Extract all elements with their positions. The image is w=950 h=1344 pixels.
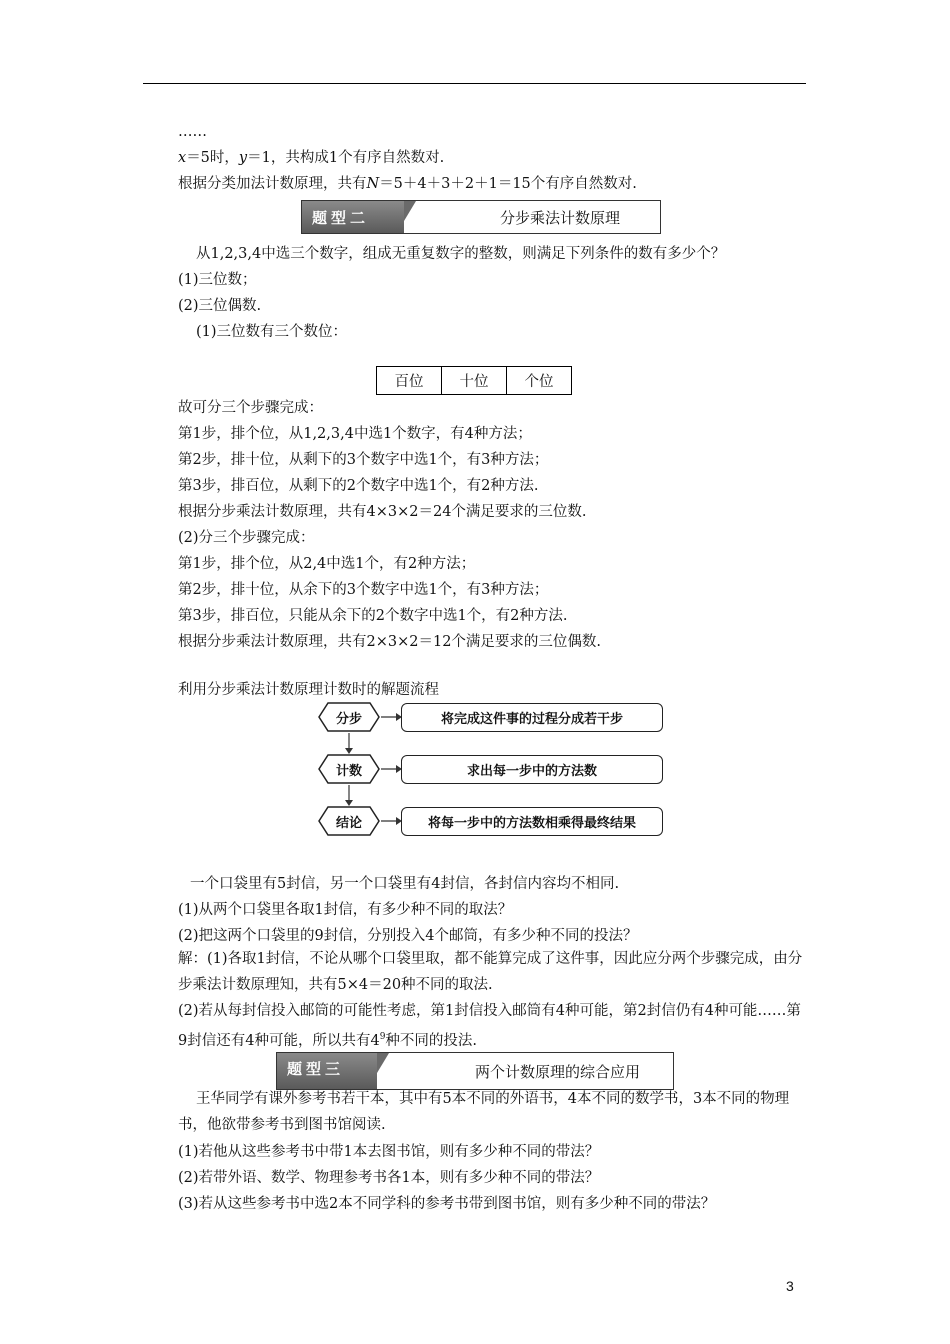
answer-paragraph: (2)若从每封信投入邮筒的可能性考虑，第1封信投入邮筒有4种可能，第2封信仍有4种可能……第9封信还有4种可能，所以共有$4^9$种不同的投法. (178, 1003, 801, 1049)
solution-line: 根据分步乘法计数原理，共有4×3×2＝24个满足要求的三位数. (178, 504, 587, 520)
solution-line: 故可分三个步骤完成： (178, 400, 323, 416)
problem-stem: 王华同学有课外参考书若干本，其中有5本不同的外语书，4本不同的数学书，3本不同的物理书，他欲带参考书到图书馆阅读. (178, 1091, 790, 1133)
question-line: (2)若带外语、数学、物理参考书各1本，则有多少种不同的带法？ (178, 1170, 600, 1186)
table-cell: 个位 (507, 367, 572, 395)
flow-node-2: 计数 (318, 754, 380, 784)
solution-line: 第1步，排个位，从2,4中选1个，有2种方法； (178, 556, 476, 572)
section-heading-3 (276, 1052, 674, 1090)
flow-step-1: 将完成这件事的过程分成若干步 (401, 703, 663, 732)
flow-node-3: 结论 (318, 806, 380, 836)
flow-title: 利用分步乘法计数原理计数时的解题流程 (178, 682, 439, 698)
solution-line: (2)分三个步骤完成： (178, 530, 315, 546)
question-line: (3)若从这些参考书中选2本不同学科的参考书带到图书馆，则有多少种不同的带法？ (178, 1196, 716, 1212)
solution-line: 第2步，排十位，从剩下的3个数字中选1个，有3种方法； (178, 452, 549, 468)
table-cell: 百位 (377, 367, 442, 395)
question-line: (1)若他从这些参考书中带1本去图书馆，则有多少种不同的带法？ (178, 1144, 600, 1160)
question-line: (2)三位偶数. (178, 298, 262, 314)
text-line: 根据分类加法计数原理，共有N＝5＋4＋3＋2＋1＝15个有序自然数对. (178, 176, 637, 192)
question-line: (1)从两个口袋里各取1封信，有多少种不同的取法？ (178, 902, 513, 918)
ellipsis: …… (178, 124, 207, 140)
solution-line: 根据分步乘法计数原理，共有2×3×2＝12个满足要求的三位偶数. (178, 634, 602, 650)
flow-node-1: 分步 (318, 702, 380, 732)
question-line: (2)把这两个口袋里的9封信，分别投入4个邮筒，有多少种不同的投法？ (178, 928, 638, 944)
problem-stem: 一个口袋里有5封信，另一个口袋里有4封信，各封信内容均不相同. (190, 876, 620, 892)
question-line: (1)三位数； (178, 272, 257, 288)
section-tag: 题型三 (277, 1053, 377, 1089)
flow-step-3: 将每一步中的方法数相乘得最终结果 (401, 807, 663, 836)
solution-line: 第1步，排个位，从1,2,3,4中选1个数字，有4种方法； (178, 426, 532, 442)
text-line: x＝5时，y＝1，共构成1个有序自然数对. (178, 150, 445, 166)
flow-step-2: 求出每一步中的方法数 (401, 755, 663, 784)
solution-line: 第3步，排百位，只能从余下的2个数字中选1个，有2种方法. (178, 608, 568, 624)
header-rule (143, 83, 806, 84)
page-number: 3 (786, 1278, 794, 1294)
solution-line: 第2步，排十位，从余下的3个数字中选1个，有3种方法； (178, 582, 549, 598)
solution-line: 第3步，排百位，从剩下的2个数字中选1个，有2种方法. (178, 478, 539, 494)
problem-stem: 从1,2,3,4中选三个数字，组成无重复数字的整数，则满足下列条件的数有多少个？ (196, 246, 726, 262)
section-heading-2 (301, 200, 661, 234)
solution-line: (1)三位数有三个数位： (196, 324, 348, 340)
answer-paragraph: 解：(1)各取1封信，不论从哪个口袋里取，都不能算完成了这件事，因此应分两个步骤完成，由分步乘法计数原理知，共有5×4＝20种不同的取法. (178, 951, 803, 993)
section-tag: 题型二 (302, 201, 404, 233)
table-cell: 十位 (442, 367, 507, 395)
digit-place-table (376, 366, 572, 395)
section-title: 两个计数原理的综合应用 (475, 1062, 641, 1081)
section-title: 分步乘法计数原理 (500, 208, 621, 227)
